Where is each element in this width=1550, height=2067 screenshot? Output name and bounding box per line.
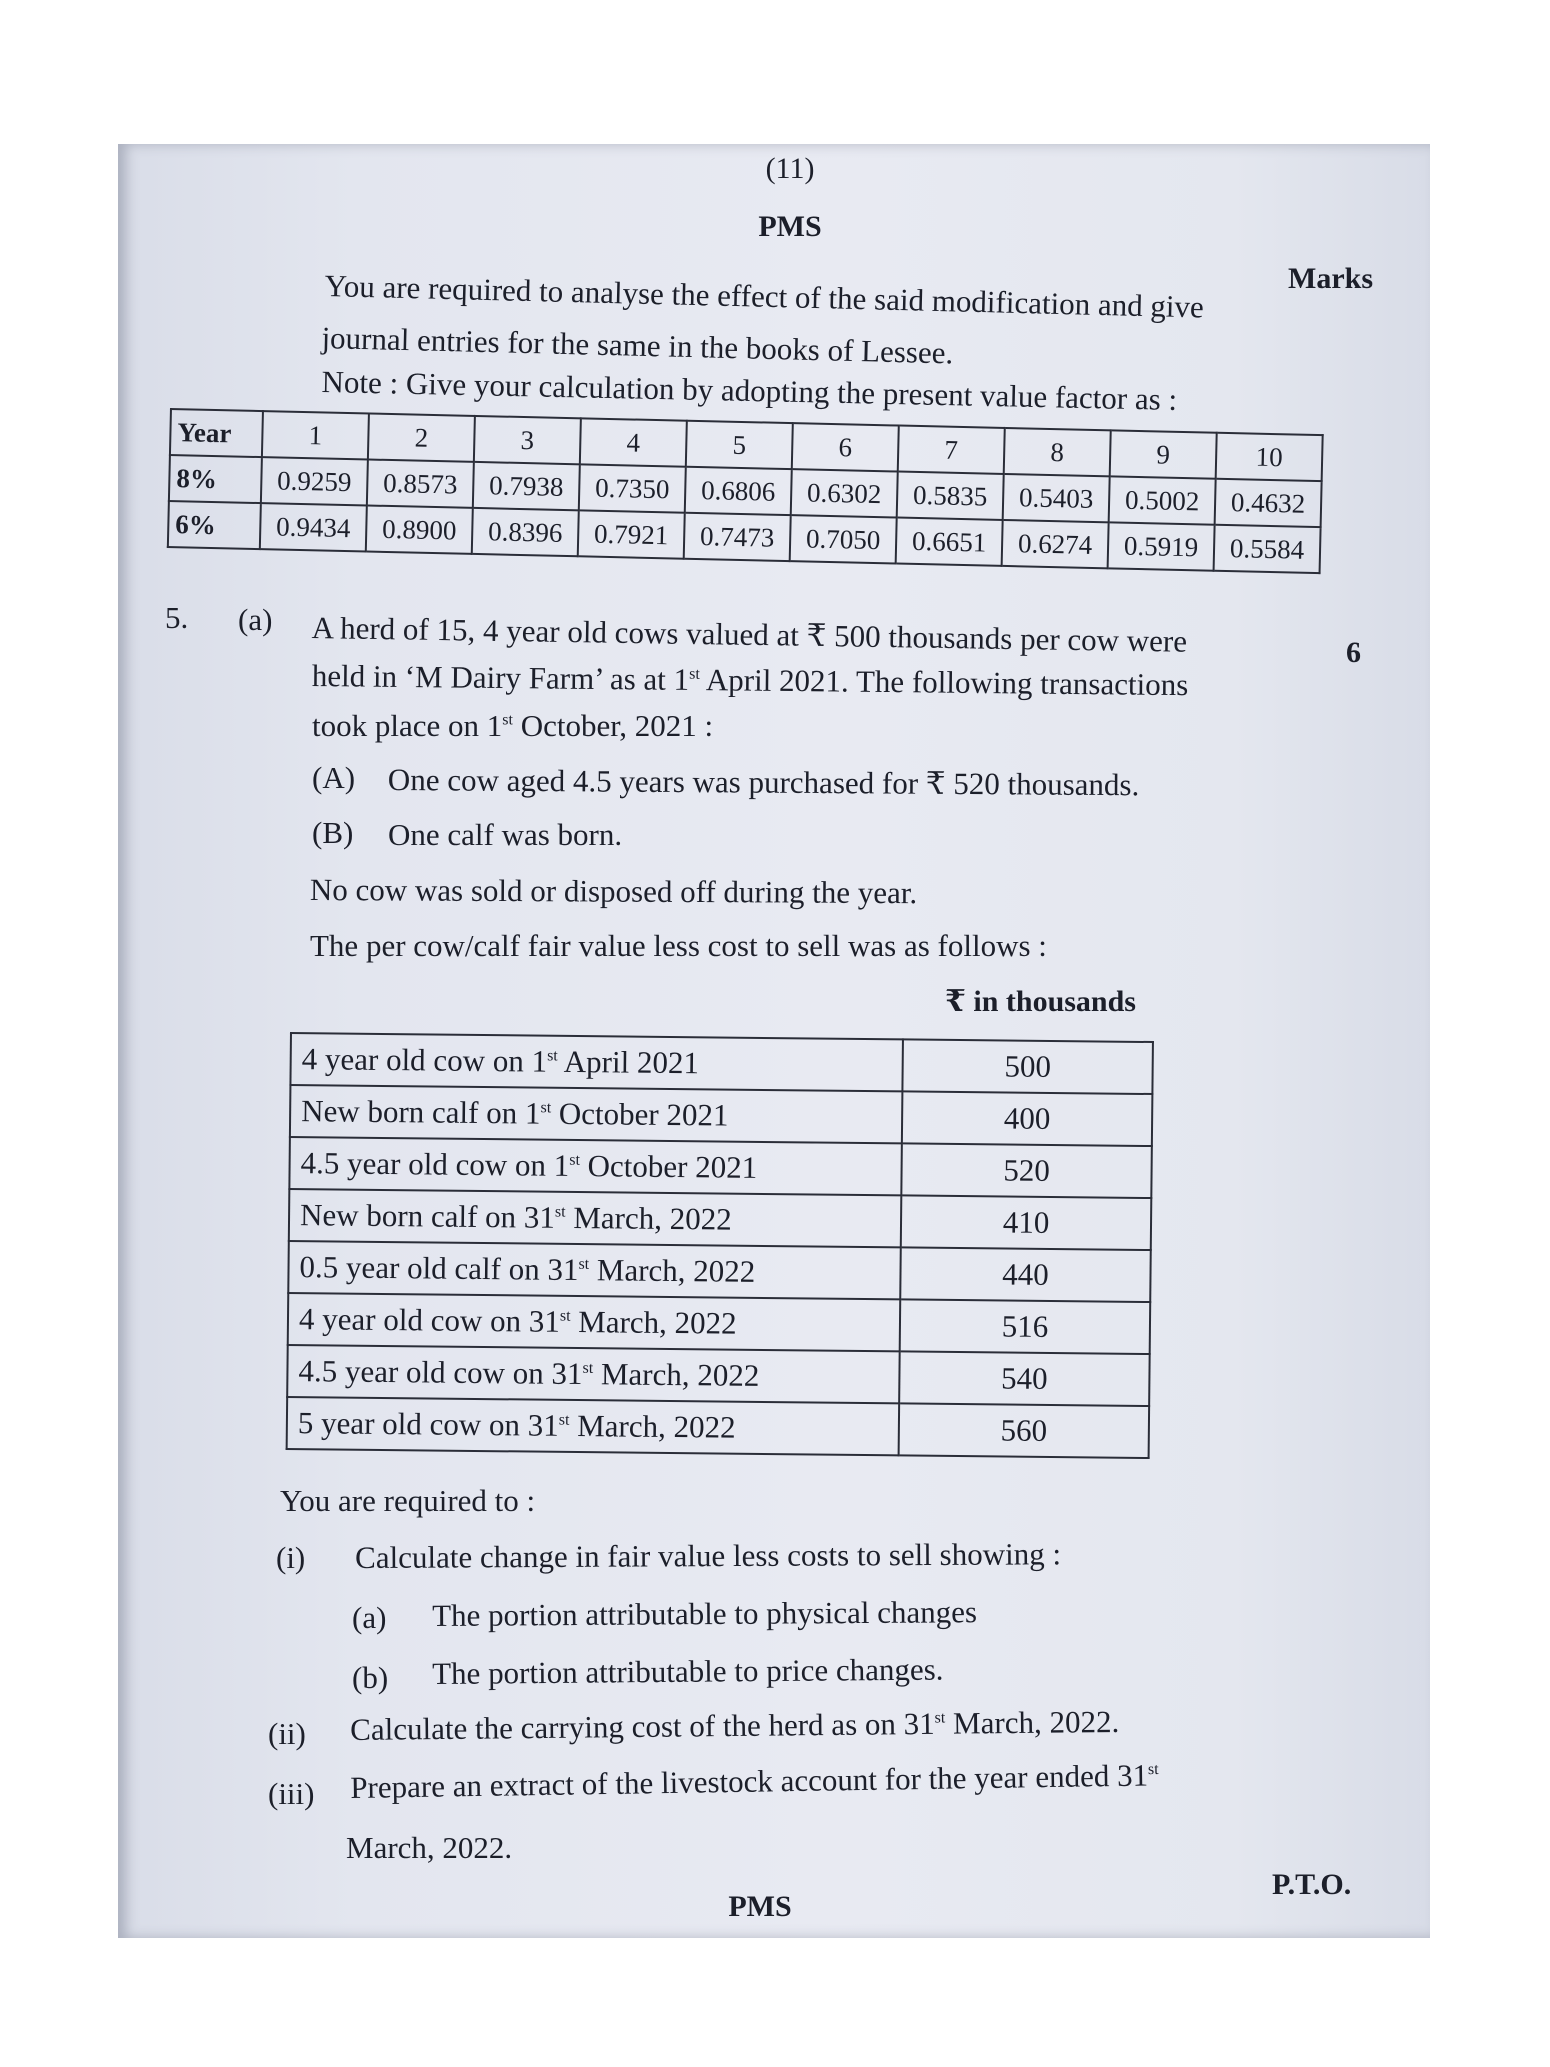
- ordinal-suffix: st: [578, 1255, 590, 1273]
- pv-cell: 0.7921: [578, 510, 685, 558]
- fv-label-text: October 2021: [550, 1095, 729, 1133]
- item-b-text: One calf was born.: [388, 817, 623, 852]
- table-row: [290, 1033, 1152, 1094]
- ordinal-suffix: st: [1147, 1760, 1159, 1779]
- table-row: [287, 1397, 1149, 1458]
- fv-label: [290, 1033, 903, 1091]
- item-a-label: (A): [312, 760, 356, 795]
- req-i-text: Calculate change in fair value less costs to sell showing :: [355, 1536, 1062, 1575]
- req-ii-text-part: March, 2022.: [945, 1703, 1120, 1741]
- fair-value-intro: The per cow/calf fair value less cost to sell was as follows :: [310, 928, 1047, 963]
- pv-cell: 0.9434: [260, 503, 367, 551]
- table-row: [288, 1241, 1150, 1302]
- table-row: [289, 1137, 1151, 1198]
- pv-year: 4: [580, 418, 687, 466]
- pv-cell: 0.7050: [790, 515, 897, 563]
- req-ia-label: (a): [352, 1600, 387, 1635]
- fv-label: [290, 1085, 903, 1143]
- pv-year-label: Year: [170, 409, 263, 457]
- fv-label-text: 4 year old cow on 1: [301, 1041, 548, 1079]
- fv-value: 440: [900, 1247, 1151, 1302]
- pv-cell: 0.5835: [897, 472, 1004, 520]
- ordinal-suffix: st: [540, 1099, 552, 1117]
- fv-label-text: March, 2022: [588, 1252, 756, 1289]
- table-row: [289, 1189, 1151, 1250]
- table-row: [287, 1345, 1149, 1406]
- fv-label-text: 4.5 year old cow on 31: [298, 1353, 583, 1392]
- question-line-3-text: October, 2021 :: [512, 708, 714, 743]
- question-line-2-text: held in ‘M Dairy Farm’ as at 1: [311, 658, 690, 697]
- pv-cell: 0.4632: [1215, 479, 1322, 527]
- ordinal-suffix: st: [569, 1151, 581, 1169]
- ordinal-suffix: st: [554, 1203, 566, 1221]
- table-row: [290, 1085, 1152, 1146]
- fair-value-table: [286, 1032, 1154, 1459]
- question-line-2-text: April 2021. The following transactions: [699, 662, 1189, 703]
- req-ib-text: The portion attributable to price changes.: [432, 1651, 944, 1691]
- pv-cell: 0.5584: [1214, 525, 1321, 573]
- fv-label-text: New born calf on 1: [300, 1093, 541, 1131]
- table-row: [288, 1293, 1150, 1354]
- fv-value: 410: [901, 1195, 1152, 1250]
- fv-label-text: April 2021: [557, 1043, 700, 1081]
- ordinal-suffix: st: [934, 1709, 946, 1727]
- question-line-3: [312, 708, 713, 744]
- fv-label: [287, 1345, 900, 1403]
- pv-cell: 0.8900: [366, 505, 473, 553]
- pv-year: 5: [686, 421, 793, 469]
- pv-year: 1: [262, 411, 369, 459]
- requirements-intro: You are required to :: [280, 1483, 536, 1518]
- pv-cell: 0.8573: [367, 460, 474, 508]
- pv-cell: 0.7938: [473, 462, 580, 510]
- pv-year: 6: [792, 423, 899, 471]
- fv-label-text: 0.5 year old calf on 31: [299, 1249, 579, 1288]
- pv-cell: 0.6651: [896, 518, 1003, 566]
- pv-year: 2: [368, 414, 475, 462]
- req-iii-text-part: Prepare an extract of the livestock account for the year ended 31: [350, 1757, 1149, 1805]
- pv-cell: 0.7350: [579, 464, 686, 512]
- fv-value: 540: [899, 1351, 1150, 1406]
- pv-cell: 0.6274: [1002, 520, 1109, 568]
- fv-value: 516: [900, 1299, 1151, 1354]
- fv-value: 400: [902, 1091, 1153, 1146]
- pv-rate: 6%: [168, 501, 261, 549]
- pto-label: P.T.O.: [1272, 1868, 1352, 1901]
- pv-cell: 0.5403: [1003, 474, 1110, 522]
- pv-year: 7: [898, 426, 1005, 474]
- question-number: 5.: [165, 600, 189, 635]
- footer-code: PMS: [728, 1890, 792, 1923]
- question-line-3-text: took place on 1: [312, 708, 503, 743]
- question-line-1: A herd of 15, 4 year old cows valued at ₹ 500 thousands per cow were: [311, 610, 1188, 659]
- fv-label-text: 4 year old cow on 31: [298, 1301, 561, 1339]
- intro-line-2: journal entries for the same in the books of Lessee.: [321, 320, 954, 371]
- pv-rate: 8%: [169, 455, 262, 503]
- ordinal-suffix: st: [502, 711, 513, 729]
- pv-cell: 0.6806: [685, 467, 792, 515]
- question-part: (a): [238, 602, 273, 637]
- pv-year: 10: [1216, 433, 1323, 481]
- ordinal-suffix: st: [582, 1359, 594, 1377]
- fv-label-text: March, 2022: [593, 1356, 760, 1393]
- fv-value: 520: [901, 1143, 1152, 1198]
- pv-year: 9: [1110, 430, 1217, 478]
- pv-cell: 0.7473: [684, 513, 791, 561]
- question-marks: 6: [1346, 636, 1361, 669]
- fv-label-text: March, 2022: [570, 1303, 737, 1341]
- pv-cell: 0.5919: [1108, 522, 1215, 570]
- present-value-table: [167, 408, 1324, 574]
- req-ia-text: The portion attributable to physical changes: [432, 1594, 978, 1633]
- page-number: (11): [765, 152, 815, 185]
- fv-label: [288, 1241, 901, 1299]
- pv-cell: 0.5002: [1109, 476, 1216, 524]
- req-i-label: (i): [276, 1540, 306, 1575]
- fv-value: 500: [902, 1039, 1153, 1094]
- fv-label: [289, 1137, 902, 1195]
- pv-year: 3: [474, 416, 581, 464]
- fv-label: [287, 1397, 900, 1455]
- ordinal-suffix: st: [689, 665, 700, 683]
- fv-label: [289, 1189, 902, 1247]
- no-sale-line: No cow was sold or disposed off during the year.: [309, 872, 918, 911]
- fv-label-text: March, 2022: [565, 1199, 732, 1237]
- req-ii-label: (ii): [268, 1716, 306, 1751]
- ordinal-suffix: st: [559, 1307, 571, 1325]
- fv-label: [288, 1293, 901, 1351]
- ordinal-suffix: st: [547, 1047, 558, 1065]
- paper-code: PMS: [758, 210, 822, 243]
- item-a-text: One cow aged 4.5 years was purchased for ₹ 520 thousands.: [387, 762, 1140, 803]
- req-ib-label: (b): [352, 1660, 389, 1695]
- fv-value: 560: [899, 1403, 1150, 1458]
- fv-label-text: March, 2022: [569, 1407, 736, 1445]
- pv-cell: 0.9259: [261, 457, 368, 505]
- pv-note: Note : Give your calculation by adopting the present value factor as :: [321, 364, 1178, 417]
- unit-label: ₹ in thousands: [945, 985, 1136, 1018]
- fv-label-text: 5 year old cow on 31: [297, 1405, 559, 1443]
- req-iii-label: (iii): [268, 1776, 315, 1811]
- intro-line-1: You are required to analyse the effect of the said modification and give: [324, 268, 1205, 325]
- pv-cell: 0.8396: [472, 508, 579, 556]
- marks-label: Marks: [1288, 262, 1373, 295]
- pv-year: 8: [1004, 428, 1111, 476]
- req-ii-text-part: Calculate the carrying cost of the herd as on 31: [350, 1705, 935, 1747]
- fv-label-text: 4.5 year old cow on 1: [300, 1145, 570, 1183]
- fv-label-text: October 2021: [579, 1148, 758, 1185]
- pv-cell: 0.6302: [791, 469, 898, 517]
- req-iii-text-continued: March, 2022.: [346, 1830, 513, 1865]
- fv-label-text: New born calf on 31: [299, 1197, 556, 1235]
- ordinal-suffix: st: [558, 1411, 570, 1429]
- item-b-label: (B): [312, 815, 354, 850]
